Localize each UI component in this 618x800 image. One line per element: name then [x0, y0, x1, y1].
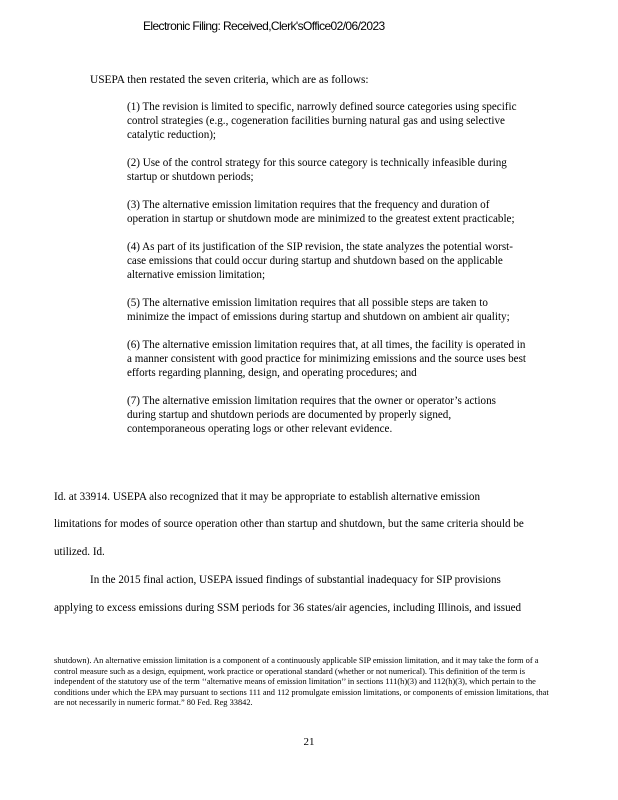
criterion-1: (1) The revision is limited to specific, narrowly defined source categories using specific control strategies (e.g., cogeneration facilities burning natural gas and using selective catalytic reduction); — [127, 101, 517, 141]
page-number: 21 — [303, 736, 315, 748]
body-line-2: limitations for modes of source operation other than startup and shutdown, but the same criteria should be — [54, 518, 524, 530]
criterion-6: (6) The alternative emission limitation requires that, at all times, the facility is operated in a manner consistent with good practice for minimizing emissions and the source uses best efforts regarding planning, design, and operating procedures; and — [127, 339, 526, 379]
body-line-4: In the 2015 final action, USEPA issued findings of substantial inadequacy for SIP provisions — [90, 574, 501, 586]
body-line-3: utilized. Id. — [54, 546, 105, 558]
criteria-list — [127, 100, 527, 450]
body-line-5: applying to excess emissions during SSM periods for 36 states/air agencies, including Illinois, and issued — [54, 602, 522, 614]
criterion-5: (5) The alternative emission limitation requires that all possible steps are taken to minimize the impact of emissions during startup and shutdown on ambient air quality; — [127, 297, 510, 323]
footnote: shutdown). An alternative emission limitation is a component of a continuously applicable SIP emission limitation, and it may take the form of a control measure such as a design, equipment, work practice or operational standard (whether or not numerical). This definition of the term is independent of the statutory use of the term ‘‘alternative means of emission limitation’’ in sections 111(h)(3) and 112(h)(3), which pertain to the conditions under which the EPA may pursuant to sections 111 and 112 promulgate emission limitations, or components of emission limitations, that are not necessarily in numeric format.” 80 Fed. Reg 33842. — [54, 656, 549, 707]
criterion-7: (7) The alternative emission limitation requires that the owner or operator’s actions during startup and shutdown periods are documented by properly signed, contemporaneous operating logs or other relevant evidence. — [127, 395, 496, 435]
criterion-3: (3) The alternative emission limitation requires that the frequency and duration of operation in startup or shutdown mode are minimized to the greatest extent practicable; — [127, 199, 515, 225]
criterion-2: (2) Use of the control strategy for this source category is technically infeasible during startup or shutdown periods; — [127, 157, 507, 183]
intro-paragraph: USEPA then restated the seven criteria, which are as follows: — [90, 74, 369, 86]
electronic-filing-header: Electronic Filing: Received,Clerk'sOffice02/06/2023 — [143, 19, 385, 33]
body-line-1: Id. at 33914. USEPA also recognized that it may be appropriate to establish alternative emission — [54, 491, 480, 503]
criterion-4: (4) As part of its justification of the SIP revision, the state analyzes the potential worst-case emissions that could occur during startup and shutdown based on the applicable alternative emission limitation; — [127, 241, 513, 281]
